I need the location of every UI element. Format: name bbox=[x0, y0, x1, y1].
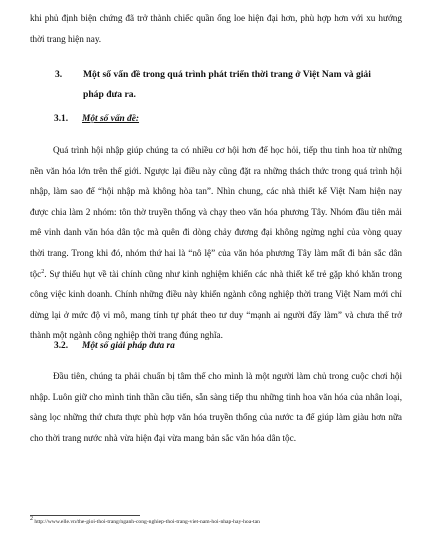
issues-paragraph bbox=[30, 140, 402, 346]
subsection-number: 3.2. bbox=[54, 341, 69, 351]
footnote bbox=[30, 518, 410, 526]
solutions-paragraph bbox=[30, 366, 402, 448]
section-title-line2: pháp đưa ra. bbox=[83, 89, 136, 100]
intro-paragraph bbox=[30, 8, 402, 49]
section-number: 3. bbox=[55, 69, 63, 80]
subsection-number: 3.1. bbox=[54, 114, 69, 124]
footnote-divider bbox=[30, 515, 140, 516]
footnote-marker: 2 bbox=[30, 516, 33, 523]
footnote-link[interactable]: http://www.elle.vn/the-gioi-thoi-trang/nganh-cong-nghiep-thoi-trang-viet-nam-hoi-nhap-hay-hoa-tan bbox=[33, 519, 260, 525]
intro-text: khi phủ định biện chứng đã trở thành chiếc quần ống loe hiện đại hơn, phù hợp hơn với xu hướng thời trang hiện nay. bbox=[30, 13, 402, 44]
solutions-text: Đầu tiên, chúng ta phải chuẩn bị tâm thế cho mình là một người làm chủ trong cuộc chơi hội nhập. Luôn giữ cho mình tinh thần cầu tiến, sẵn sàng tiếp thu những tinh hoa văn hóa của nhân loại, sàng lọc những thứ chưa thực phù hợp văn hóa truyền thống của nước ta để giúp làm giàu hơn nữa cho thời trang nước nhà vừa hiện đại vừa mang bản sắc văn hóa dân tộc. bbox=[30, 371, 402, 443]
section-title-line1: Một số vấn đề trong quá trình phát triển thời trang ở Việt Nam và giải bbox=[83, 69, 371, 80]
issues-text-part2: . Sự thiếu hụt về tài chính cũng như kinh nghiệm khiến các nhà thiết kế trẻ gặp khó khăn trong công việc kinh doanh. Chính những điều này khiến ngành công nghiệp thời trang Việt Nam mới chỉ dừng lại ở mức độ vi mô, mang tính tự phát theo tư duy “mạnh ai người đấy làm” và chưa thể trở thành một ngành công nghiệp thời trang đúng nghĩa. bbox=[30, 268, 402, 341]
section-heading bbox=[30, 65, 402, 105]
footnote-reference[interactable]: 2 bbox=[41, 268, 45, 275]
issues-text-part1: Quá trình hội nhập giúp chúng ta có nhiều cơ hội hơn để học hỏi, tiếp thu tinh hoa từ những nền văn hóa lớn trên thế giới. Ngược lại điều này cũng đặt ra những thách thức trong quá trình hội nhập, làm sao để “hội nhập mà không hòa tan”. Nhìn chung, các nhà thiết kế Việt Nam hiện nay được chia làm 2 nhóm: tôn thờ truyền thống và chạy theo văn hóa phương Tây. Nhóm đầu tiên mải mê vinh danh văn hóa dân tộc mà quên đi dòng chảy đương đại không ngừng nghỉ của vòng quay thời trang. Trong khi đó, nhóm thứ hai là “nô lệ” của văn hóa phương Tây làm mất đi bản sắc dân tộc bbox=[30, 145, 402, 279]
subsection-heading-3-1 bbox=[54, 112, 139, 126]
subsection-title: Một số giải pháp đưa ra bbox=[82, 341, 175, 351]
subsection-heading-3-2 bbox=[54, 339, 175, 353]
subsection-title: Một số vấn đề: bbox=[82, 114, 140, 124]
